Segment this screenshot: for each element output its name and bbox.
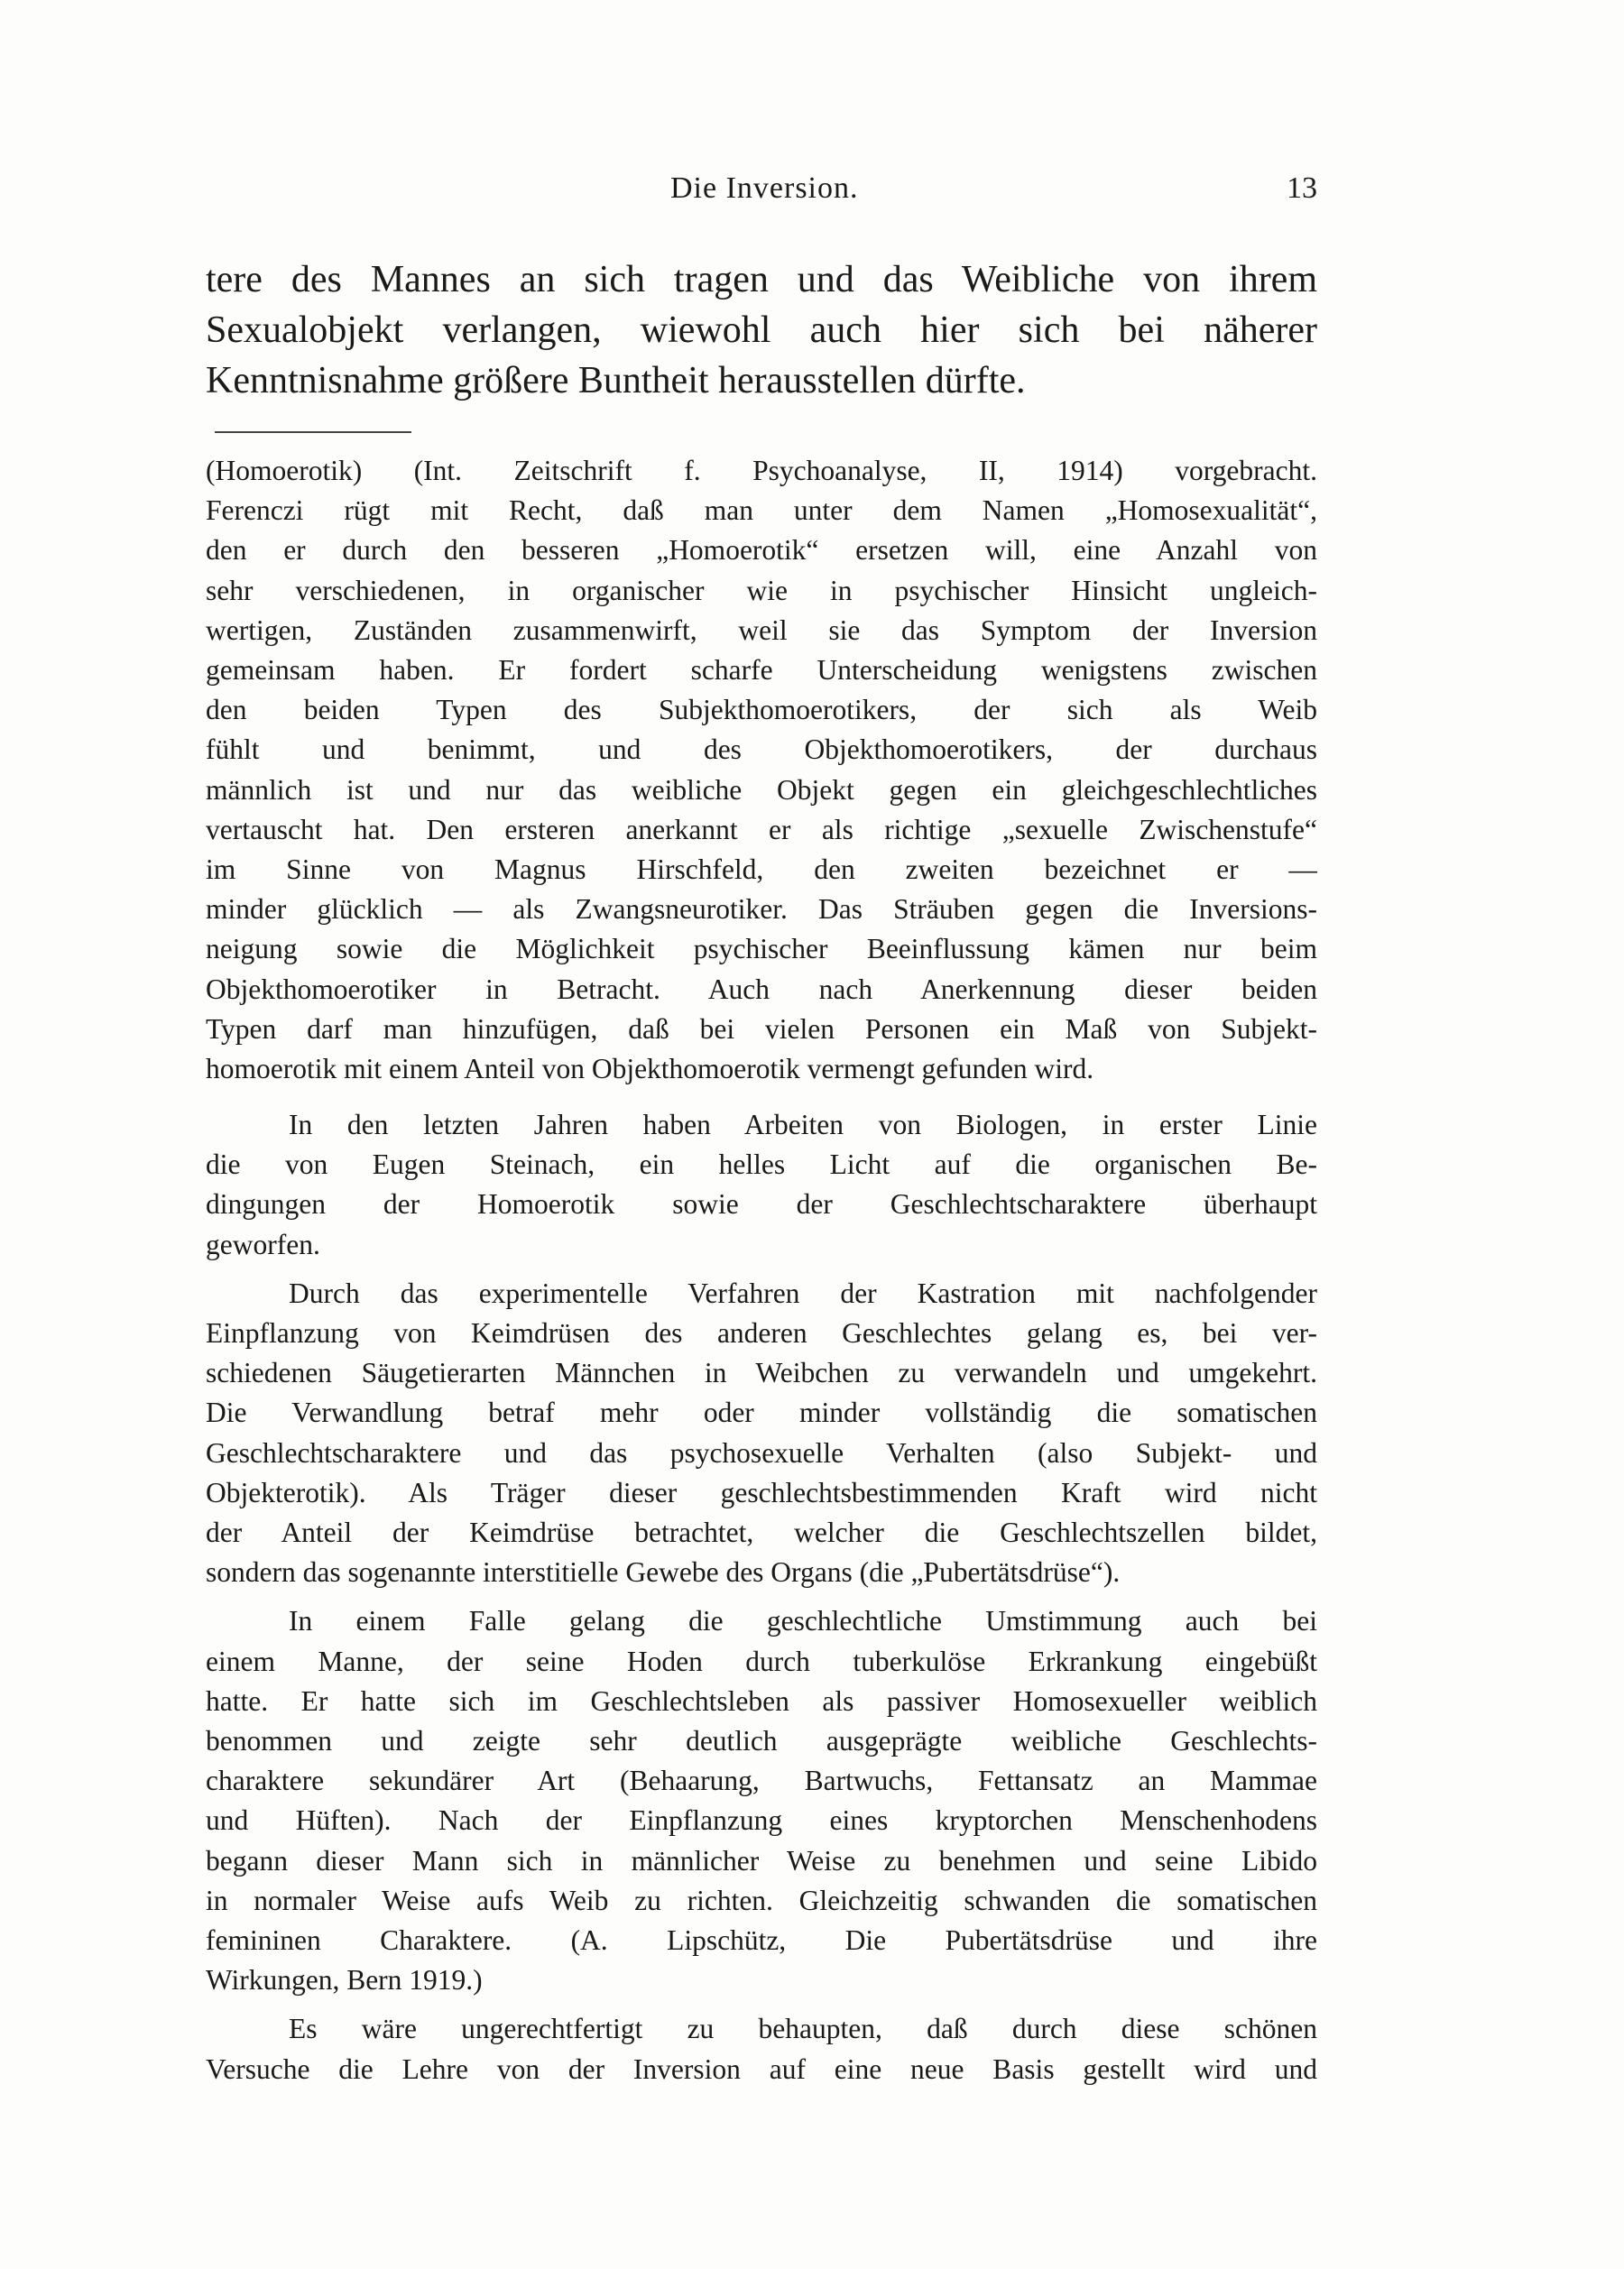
paragraph-line: Einpflanzung von Keimdrüsen des anderen Geschlechtes gelang es, bei ver- [206,1317,1317,1350]
main-text-line: Kenntnisnahme größere Buntheit herausstellen dürfte. [206,360,1026,401]
paragraph-line: die von Eugen Steinach, ein helles Licht auf die organischen Be- [206,1148,1317,1181]
paragraph-line: benommen und zeigte sehr deutlich ausgeprägte weibliche Geschlechts- [206,1725,1317,1757]
paragraph-line: Versuche die Lehre von der Inversion auf eine neue Basis gestellt wird und [206,2052,1317,2085]
footnote-line: sehr verschiedenen, in organischer wie in psychischer Hinsicht ungleich- [206,574,1317,606]
main-text-line: tere des Mannes an sich tragen und das Weibliche von ihrem [206,259,1317,300]
paragraph-line: femininen Charaktere. (A. Lipschütz, Die Pubertätsdrüse und ihre [206,1924,1317,1957]
paragraph-line: in normaler Weise aufs Weib zu richten. Gleichzeitig schwanden die somatischen [206,1884,1317,1916]
paragraph [206,1601,1317,2000]
paragraph-line: sondern das sogenannte interstitielle Gewebe des Organs (die „Pubertätsdrüse“). [206,1556,1121,1589]
main-text-line: Sexualobjekt verlangen, wiewohl auch hier sich bei näherer [206,309,1317,351]
running-title: Die Inversion. [670,171,859,205]
paragraph-line: charaktere sekundärer Art (Behaarung, Bartwuchs, Fettansatz an Mammae [206,1765,1317,1797]
paragraph-line: dingungen der Homoerotik sowie der Geschlechtscharaktere überhaupt [206,1188,1317,1221]
paragraph [206,1105,1317,1265]
paragraph-line: einem Manne, der seine Hoden durch tuberkulöse Erkrankung eingebüßt [206,1645,1317,1677]
footnote-separator-rule [215,431,411,433]
page-number: 13 [1287,171,1317,205]
footnote-block [206,451,1317,1089]
footnote-line: männlich ist und nur das weibliche Objekt gegen ein gleichgeschlechtliches [206,773,1317,806]
paragraph-line: Objekterotik). Als Träger dieser geschlechtsbestimmenden Kraft wird nicht [206,1476,1317,1508]
footnote-line: wertigen, Zuständen zusammenwirft, weil sie das Symptom der Inversion [206,613,1317,646]
paragraph-line: Durch das experimentelle Verfahren der Kastration mit nachfolgender [289,1277,1317,1309]
footnote-line: den er durch den besseren „Homoerotik“ ersetzen will, eine Anzahl von [206,534,1317,567]
paragraph-line: In den letzten Jahren haben Arbeiten von Biologen, in erster Linie [289,1109,1317,1140]
paragraph-line: In einem Falle gelang die geschlechtliche Umstimmung auch bei [289,1605,1317,1637]
paragraph-line: Die Verwandlung betraf mehr oder minder vollständig die somatischen [206,1397,1317,1429]
paragraph [206,2009,1317,2089]
paragraph-line: Geschlechtscharaktere und das psychosexuelle Verhalten (also Subjekt- und [206,1436,1317,1469]
paragraph-line: Wirkungen, Bern 1919.) [206,1964,483,1997]
footnote-line: im Sinne von Magnus Hirschfeld, den zweiten bezeichnet er — [206,853,1317,886]
body-text [206,1105,1317,2098]
footnote-line: Ferenczi rügt mit Recht, daß man unter dem Namen „Homosexualität“, [206,494,1317,527]
paragraph-line: Es wäre ungerechtfertigt zu behaupten, daß durch diese schönen [289,2013,1317,2045]
footnote-line: fühlt und benimmt, und des Objekthomoerotikers, der durchaus [206,733,1317,766]
footnote-line: neigung sowie die Möglichkeit psychischer Beeinflussung kämen nur beim [206,933,1317,965]
paragraph-line: schiedenen Säugetierarten Männchen in Weibchen zu verwandeln und umgekehrt. [206,1357,1317,1389]
paragraph-line: begann dieser Mann sich in männlicher Weise zu benehmen und seine Libido [206,1844,1317,1877]
footnote-line: (Homoerotik) (Int. Zeitschrift f. Psychoanalyse, II, 1914) vorgebracht. [206,455,1317,486]
footnote-line: homoerotik mit einem Anteil von Objekthomoerotik vermengt gefunden wird. [206,1053,1094,1085]
paragraph-line: geworfen. [206,1228,320,1260]
paragraph-line: der Anteil der Keimdrüse betrachtet, welcher die Geschlechtszellen bildet, [206,1517,1317,1549]
footnote-line: minder glücklich — als Zwangsneurotiker. Das Sträuben gegen die Inversions- [206,893,1317,926]
footnote-line: Typen darf man hinzufügen, daß bei vielen Personen ein Maß von Subjekt- [206,1012,1317,1045]
main-text-block [206,254,1317,406]
footnote-line: den beiden Typen des Subjekthomoerotikers, der sich als Weib [206,694,1317,726]
book-page [206,0,1317,2269]
footnote-line: gemeinsam haben. Er fordert scharfe Unterscheidung wenigstens zwischen [206,654,1317,687]
footnote-line: Objekthomoerotiker in Betracht. Auch nach Anerkennung dieser beiden [206,973,1317,1005]
footnote-line: vertauscht hat. Den ersteren anerkannt er als richtige „sexuelle Zwischenstufe“ [206,813,1317,845]
paragraph-line: hatte. Er hatte sich im Geschlechtsleben als passiver Homosexueller weiblich [206,1684,1317,1717]
page-header [206,171,1317,211]
paragraph-line: und Hüften). Nach der Einpflanzung eines kryptorchen Menschenhodens [206,1804,1317,1837]
paragraph [206,1274,1317,1593]
